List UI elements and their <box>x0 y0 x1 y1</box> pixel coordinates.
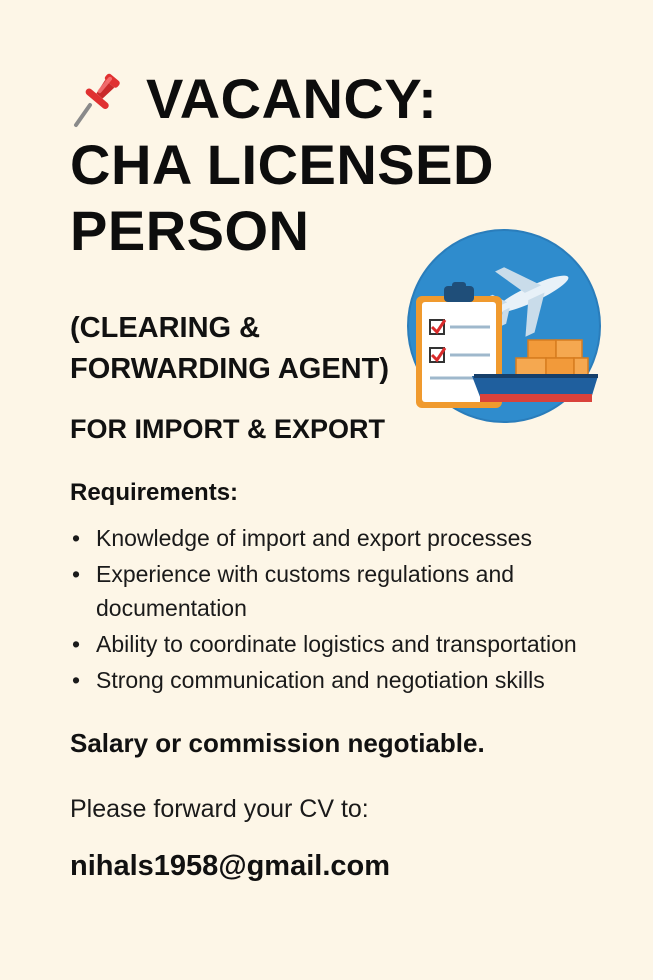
bullet: • <box>72 561 81 587</box>
headline-line-3: PERSON <box>70 199 310 262</box>
list-item <box>70 627 630 661</box>
requirement-text: Knowledge of import and export processes <box>96 525 532 551</box>
bullet: • <box>72 525 81 551</box>
list-item <box>70 663 630 697</box>
list-item <box>70 557 630 625</box>
subtitle-line-1: (CLEARING & <box>70 312 261 344</box>
bullet: • <box>72 667 81 693</box>
pushpin-icon <box>70 69 126 129</box>
subtitle <box>70 308 389 390</box>
contact-email[interactable]: nihals1958@gmail.com <box>70 850 391 882</box>
requirements-heading: Requirements: <box>70 479 239 506</box>
import-export-line: FOR IMPORT & EXPORT <box>70 414 386 444</box>
salary-note: Salary or commission negotiable. <box>70 728 485 758</box>
requirement-text: Ability to coordinate logistics and transportation <box>96 631 577 657</box>
headline-line-2: CHA LICENSED <box>70 133 494 196</box>
requirements-list <box>70 521 630 699</box>
requirement-text: Experience with customs regulations and documentation <box>96 561 515 621</box>
forward-cv-text: Please forward your CV to: <box>70 795 369 823</box>
headline-line-1 <box>70 66 610 132</box>
cargo-ship-icon <box>472 374 598 402</box>
list-item <box>70 521 630 555</box>
subtitle-line-2: FORWARDING AGENT) <box>70 353 389 385</box>
bullet: • <box>72 631 81 657</box>
vacancy-label: VACANCY: <box>146 67 438 130</box>
requirement-text: Strong communication and negotiation skills <box>96 667 545 693</box>
logistics-illustration <box>404 226 604 426</box>
